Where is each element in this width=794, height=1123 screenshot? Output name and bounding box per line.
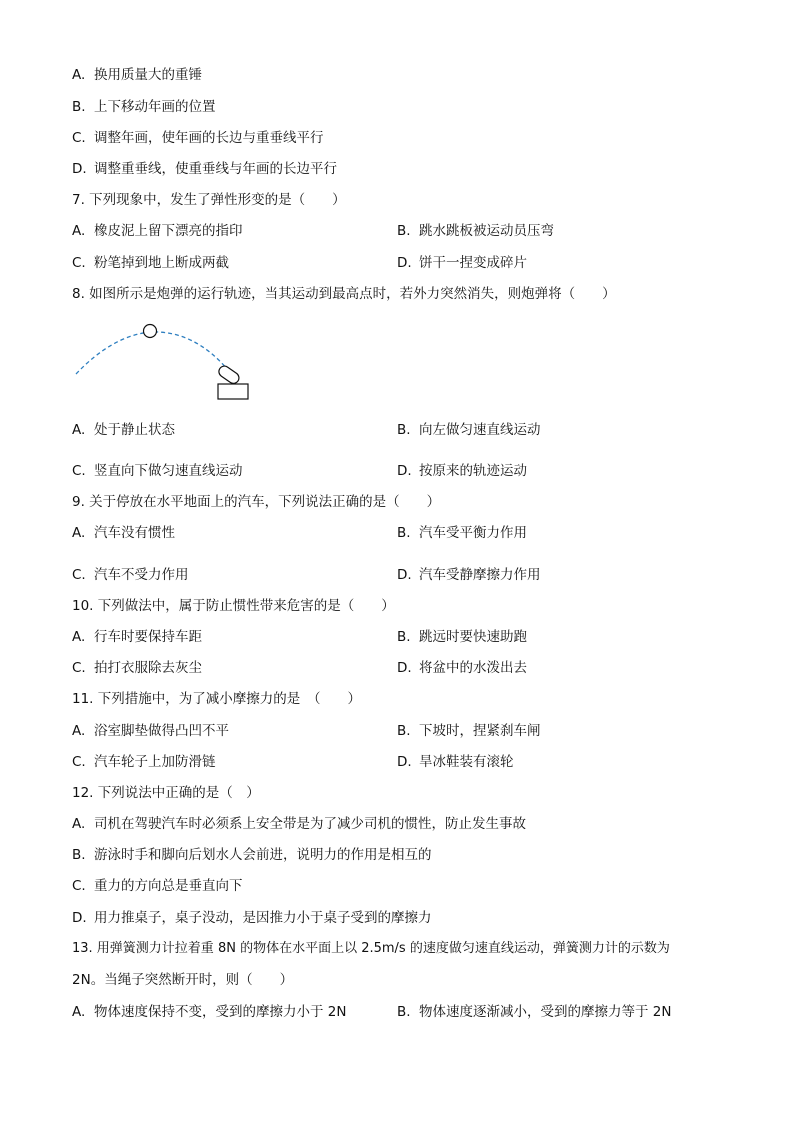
option-letter: D. [397,255,412,271]
option-letter: B. [72,99,86,115]
option-text: 跳远时要快速助跑 [419,629,527,645]
option-letter: C. [72,878,86,894]
q9-option-c [72,566,189,584]
cannon-base-icon [218,384,248,399]
q11-option-a [72,722,229,740]
option-text: 拍打衣服除去灰尘 [94,660,202,676]
option-letter: C. [72,463,86,479]
q10-option-b [397,628,527,646]
q13-option-b [397,1003,671,1021]
option-letter: A. [72,422,86,438]
cannonball-icon [144,325,157,338]
cannon-barrel-icon [217,364,241,386]
q8-option-c [72,462,243,480]
q7-option-a [72,222,243,240]
q7-stem: 7. 下列现象中，发生了弹性形变的是（ ） [72,192,346,208]
q7-option-c [72,254,229,272]
option-letter: A. [72,223,86,239]
option-text: 物体速度保持不变，受到的摩擦力小于 2N [94,1004,347,1020]
q9-option-a [72,524,175,542]
q11-option-b [397,722,541,740]
option-text: 向左做匀速直线运动 [419,422,541,438]
option-text: 汽车不受力作用 [94,567,189,583]
option-letter: B. [397,525,411,541]
option-text: 处于静止状态 [94,422,175,438]
option-text: 物体速度逐渐减小，受到的摩擦力等于 2N [419,1004,672,1020]
q9-stem: 9. 关于停放在水平地面上的汽车，下列说法正确的是（ ） [72,494,441,510]
option-text: 汽车没有惯性 [94,525,175,541]
q10-stem: 10. 下列做法中，属于防止惯性带来危害的是（ ） [72,598,395,614]
option-letter: D. [397,754,412,770]
option-letter: A. [72,629,86,645]
q13-option-a [72,1003,346,1021]
q9-option-d [397,566,541,584]
option-letter: D. [397,567,412,583]
q12-option-a [72,815,526,833]
option-letter: D. [397,660,412,676]
option-letter: C. [72,130,86,146]
q11-stem: 11. 下列措施中，为了减小摩擦力的是 （ ） [72,691,362,707]
q10-option-d [397,659,527,677]
q12-option-c [72,877,243,895]
option-text: 汽车受静摩擦力作用 [419,567,541,583]
q12-option-d [72,909,432,927]
q8-option-d [397,462,527,480]
q13-stem-line2: 2N。当绳子突然断开时，则（ ） [72,972,294,988]
option-text: 调整重垂线，使重垂线与年画的长边平行 [94,161,337,177]
q10-option-c [72,659,202,677]
option-letter: A. [72,816,86,832]
q10-option-a [72,628,202,646]
option-text: 汽车受平衡力作用 [419,525,527,541]
q8-option-a [72,421,175,439]
q12-stem: 12. 下列说法中正确的是（ ） [72,785,260,801]
option-letter: C. [72,567,86,583]
option-letter: B. [397,422,411,438]
q6-option-a [72,66,202,84]
option-text: 浴室脚垫做得凸凹不平 [94,723,229,739]
option-letter: D. [397,463,412,479]
q8-option-b [397,421,541,439]
option-letter: C. [72,660,86,676]
option-letter: A. [72,525,86,541]
q11-option-c [72,753,216,771]
option-text: 橡皮泥上留下漂亮的指印 [94,223,243,239]
q8-stem: 8. 如图所示是炮弹的运行轨迹，当其运动到最高点时，若外力突然消失，则炮弹将（ ） [72,286,616,302]
option-text: 用力推桌子，桌子没动，是因推力小于桌子受到的摩擦力 [94,910,432,926]
option-text: 竖直向下做匀速直线运动 [94,463,243,479]
q7-option-b [397,222,554,240]
option-text: 行车时要保持车距 [94,629,202,645]
option-letter: C. [72,754,86,770]
q6-option-c [72,129,324,147]
option-text: 汽车轮子上加防滑链 [94,754,216,770]
q7-option-d [397,254,527,272]
q12-option-b [72,846,432,864]
option-text: 调整年画，使年画的长边与重垂线平行 [94,130,324,146]
q13-stem-line1: 13. 用弹簧测力计拉着重 8N 的物体在水平面上以 2.5m/s 的速度做匀速直线运动，弹簧测力计的示数为 [72,941,670,956]
option-letter: A. [72,67,86,83]
q9-option-b [397,524,527,542]
cannonball-trajectory-figure [72,318,262,408]
trajectory-dashed-line [76,332,228,374]
option-text: 上下移动年画的位置 [94,99,216,115]
option-text: 游泳时手和脚向后划水人会前进，说明力的作用是相互的 [94,847,432,863]
option-letter: C. [72,255,86,271]
option-letter: D. [72,910,87,926]
option-text: 跳水跳板被运动员压弯 [419,223,554,239]
option-text: 旱冰鞋装有滚轮 [419,754,514,770]
option-letter: B. [397,723,411,739]
option-letter: B. [397,223,411,239]
option-text: 下坡时，捏紧刹车闸 [419,723,541,739]
option-letter: B. [72,847,86,863]
q6-option-b [72,98,216,116]
option-letter: A. [72,723,86,739]
option-text: 重力的方向总是垂直向下 [94,878,243,894]
option-text: 饼干一捏变成碎片 [419,255,527,271]
option-text: 按原来的轨迹运动 [419,463,527,479]
option-letter: A. [72,1004,86,1020]
option-text: 司机在驾驶汽车时必须系上安全带是为了减少司机的惯性，防止发生事故 [94,816,526,832]
option-letter: B. [397,629,411,645]
q11-option-d [397,753,514,771]
option-text: 粉笔掉到地上断成两截 [94,255,229,271]
q6-option-d [72,160,337,178]
option-text: 将盆中的水泼出去 [419,660,527,676]
option-letter: D. [72,161,87,177]
option-letter: B. [397,1004,411,1020]
option-text: 换用质量大的重锤 [94,67,202,83]
